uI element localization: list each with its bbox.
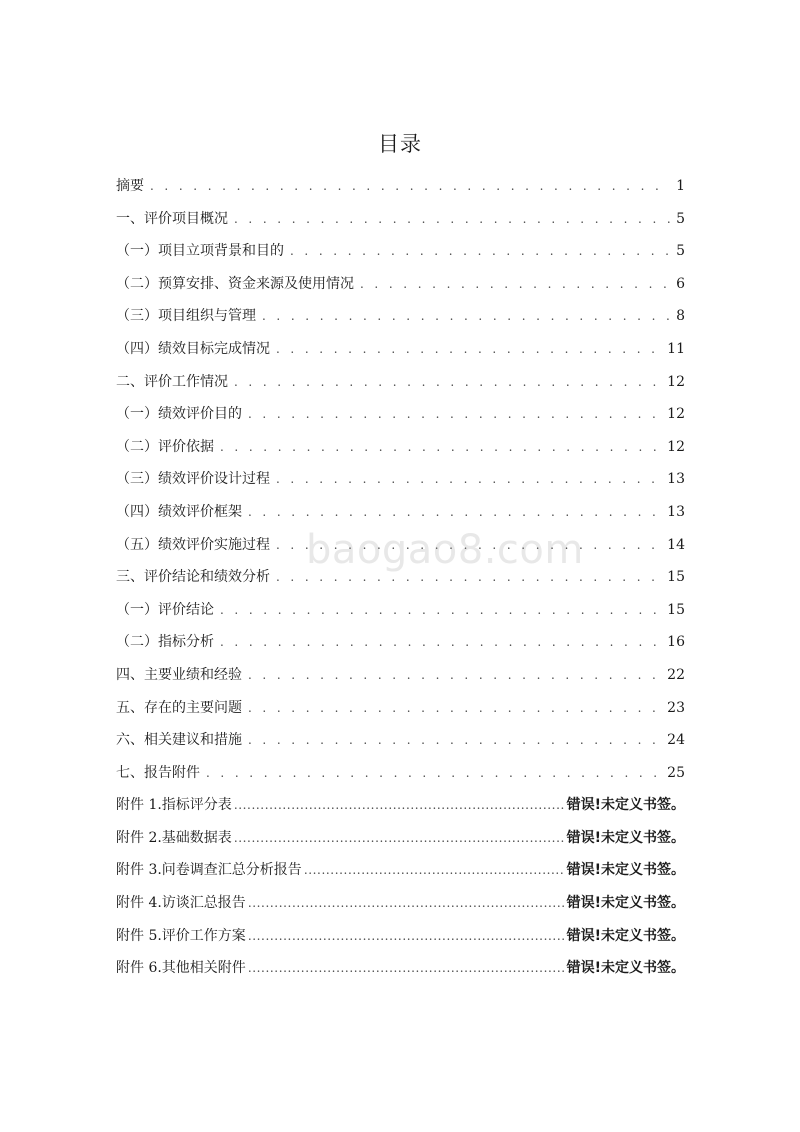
toc-entry[interactable] [116, 235, 685, 268]
dot-leader [276, 333, 661, 366]
dot-leader [276, 463, 661, 496]
toc-entry[interactable] [116, 366, 685, 399]
toc-entry-label: 摘要 [116, 178, 144, 194]
toc-entry-label: 附件 1.指标评分表 [116, 797, 232, 814]
toc-entry[interactable] [116, 659, 685, 692]
dot-leader [220, 431, 661, 464]
dot-leader [248, 952, 565, 985]
toc-title: 目录 [378, 132, 422, 156]
dot-leader [290, 235, 670, 268]
toc-entry-page: 错误!未定义书签。 [566, 927, 685, 944]
dot-leader [206, 757, 661, 790]
toc-entry[interactable] [116, 724, 685, 757]
toc-entry-page: 15 [667, 569, 685, 586]
dot-leader [262, 300, 670, 333]
dot-leader [248, 496, 661, 529]
dot-leader [276, 529, 661, 562]
toc-entry-page: 13 [667, 471, 685, 488]
toc-entry[interactable] [116, 300, 685, 333]
dot-leader [248, 659, 661, 692]
toc-entry[interactable] [116, 594, 685, 627]
toc-entry[interactable] [116, 822, 685, 855]
toc-entry-page: 25 [667, 764, 685, 781]
toc-entry[interactable] [116, 496, 685, 529]
toc-entry-label: （二）指标分析 [116, 634, 214, 651]
toc-entry-label: （一）绩效评价目的 [116, 406, 242, 423]
toc-entry[interactable] [116, 692, 685, 725]
toc-entry-page: 11 [667, 340, 685, 357]
toc-entry-page: 错误!未定义书签。 [566, 960, 685, 977]
dot-leader [248, 692, 661, 725]
toc-entry[interactable] [116, 887, 685, 920]
dot-leader [248, 920, 565, 953]
toc-entry-page: 16 [667, 634, 685, 651]
toc-entry-page: 14 [667, 536, 685, 553]
toc-entry-label: （二）评价依据 [116, 438, 214, 455]
dot-leader [248, 398, 661, 431]
toc-entry[interactable] [116, 398, 685, 431]
toc-entry-label: 附件 4.访谈汇总报告 [116, 895, 246, 912]
toc-entry-page: 24 [667, 732, 685, 749]
toc-entry[interactable] [116, 854, 685, 887]
dot-leader [304, 854, 565, 887]
dot-leader [360, 268, 670, 301]
toc-entry-page: 12 [667, 373, 685, 390]
toc-entry[interactable] [116, 789, 685, 822]
toc-entry-label: 二、评价工作情况 [116, 373, 228, 390]
toc-entry[interactable] [116, 203, 685, 236]
toc-entry-label: （四）绩效评价框架 [116, 503, 242, 520]
toc-entry-label: （五）绩效评价实施过程 [116, 536, 270, 553]
toc-entry-page: 错误!未定义书签。 [566, 797, 685, 814]
toc-entry[interactable] [116, 529, 685, 562]
toc-entry-page: 15 [667, 601, 685, 618]
toc-entry[interactable] [116, 757, 685, 790]
toc-entry-page: 13 [667, 503, 685, 520]
toc-entry[interactable] [116, 431, 685, 464]
toc-entry[interactable] [116, 333, 685, 366]
dot-leader [248, 724, 661, 757]
toc-entry[interactable] [116, 561, 685, 594]
toc-entry-page: 12 [667, 438, 685, 455]
toc-entry-label: 附件 3.问卷调查汇总分析报告 [116, 862, 302, 879]
toc-entry-page: 22 [667, 666, 685, 683]
dot-leader [276, 561, 661, 594]
toc-entry[interactable] [116, 952, 685, 985]
toc-entry-label: 三、评价结论和绩效分析 [116, 569, 270, 586]
toc-entry-label: 七、报告附件 [116, 764, 200, 781]
dot-leader [234, 366, 661, 399]
toc-entry[interactable] [116, 920, 685, 953]
dot-leader [220, 626, 661, 659]
toc-entry-label: 附件 5.评价工作方案 [116, 927, 246, 944]
toc-entry[interactable] [116, 463, 685, 496]
toc-entry-label: 一、评价项目概况 [116, 210, 228, 227]
toc-entry-page: 8 [676, 308, 685, 325]
toc-entry-label: （二）预算安排、资金来源及使用情况 [116, 275, 354, 292]
toc-entry[interactable] [116, 170, 685, 203]
dot-leader [150, 170, 670, 203]
toc-entry[interactable] [116, 626, 685, 659]
toc-entry-label: 附件 6.其他相关附件 [116, 960, 246, 977]
toc-entry-page: 错误!未定义书签。 [566, 829, 685, 846]
toc-entry-label: 六、相关建议和措施 [116, 732, 242, 749]
dot-leader [234, 203, 670, 236]
toc-entry-page: 错误!未定义书签。 [566, 862, 685, 879]
table-of-contents [116, 170, 685, 985]
toc-entry-page: 错误!未定义书签。 [566, 895, 685, 912]
toc-entry-page: 1 [676, 178, 685, 194]
dot-leader [234, 789, 565, 822]
toc-entry-label: 四、主要业绩和经验 [116, 666, 242, 683]
toc-entry-page: 6 [676, 275, 685, 292]
toc-entry-label: 附件 2.基础数据表 [116, 829, 232, 846]
toc-entry-label: （一）项目立项背景和目的 [116, 243, 284, 260]
dot-leader [248, 887, 565, 920]
toc-entry-page: 5 [676, 210, 685, 227]
toc-entry-label: （四）绩效目标完成情况 [116, 340, 270, 357]
dot-leader [220, 594, 661, 627]
toc-entry-page: 12 [667, 406, 685, 423]
dot-leader [234, 822, 565, 855]
toc-entry-label: （一）评价结论 [116, 601, 214, 618]
toc-entry-page: 5 [676, 243, 685, 260]
toc-entry[interactable] [116, 268, 685, 301]
toc-entry-label: 五、存在的主要问题 [116, 699, 242, 716]
toc-entry-label: （三）项目组织与管理 [116, 308, 256, 325]
toc-entry-page: 23 [667, 699, 685, 716]
toc-entry-label: （三）绩效评价设计过程 [116, 471, 270, 488]
watermark: baogao8.com [306, 527, 584, 573]
